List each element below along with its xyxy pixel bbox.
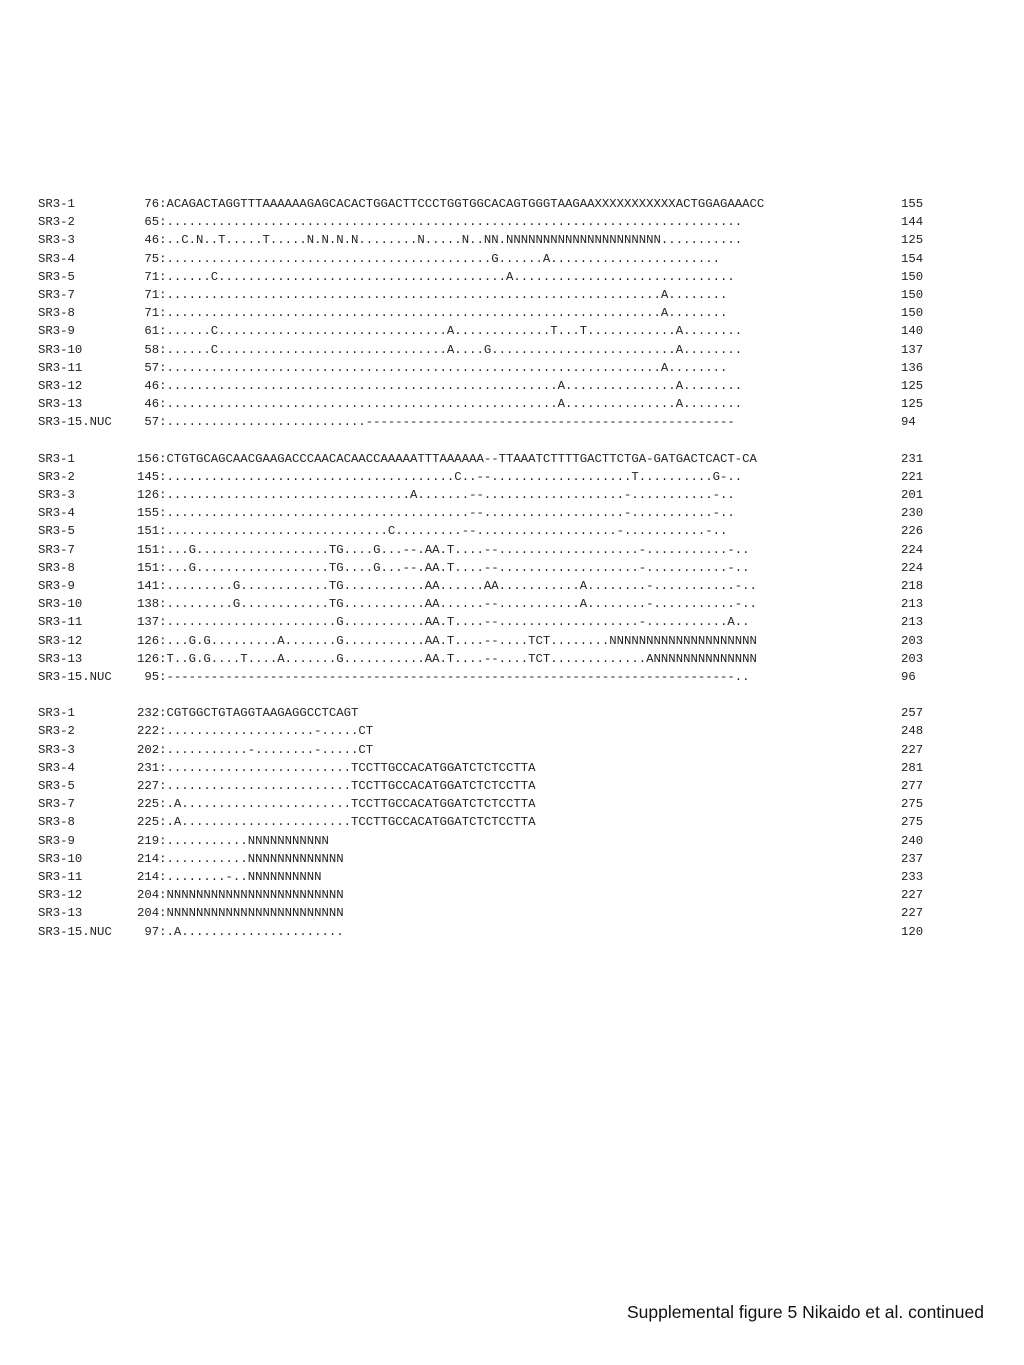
sequence-name: SR3-8	[38, 306, 75, 321]
sequence-name: SR3-4	[38, 506, 75, 521]
sequence-text: 126:...G.G.........A.......G...........AA.T....--....TCT........NNNNNNNNNNNNNNNNNNNN	[137, 633, 757, 648]
sequence-text: 46:..C.N..T.....T.....N.N.N.N........N.....N..NN.NNNNNNNNNNNNNNNNNNNNN...........	[137, 233, 743, 248]
sequence-text: 58:......C...............................A....G.........................A........	[137, 342, 743, 357]
sequence-end-position: 257	[901, 706, 924, 721]
sequence-text: 151:...G..................TG....G...--.AA.T....--...................-...........-..	[137, 560, 750, 575]
sequence-text: 97:.A......................	[137, 924, 344, 939]
sequence-end-position: 237	[901, 851, 924, 866]
sequence-text: 204:NNNNNNNNNNNNNNNNNNNNNNNN	[137, 888, 344, 903]
sequence-end-position: 125	[901, 233, 924, 248]
sequence-name: SR3-2	[38, 469, 75, 484]
sequence-end-position: 224	[901, 560, 924, 575]
sequence-name: SR3-3	[38, 742, 75, 757]
sequence-name: SR3-15.NUC	[38, 415, 112, 430]
sequence-end-position: 201	[901, 488, 924, 502]
sequence-name: SR3-1	[38, 706, 75, 721]
sequence-name: SR3-3	[38, 233, 75, 248]
sequence-end-position: 233	[901, 869, 924, 884]
sequence-name: SR3-9	[38, 324, 75, 339]
sequence-name: SR3-10	[38, 342, 83, 357]
figure-caption: Supplemental figure 5 Nikaido et al. continued	[626, 1302, 984, 1322]
sequence-end-position: 275	[901, 815, 924, 830]
sequence-end-position: 227	[901, 888, 924, 903]
sequence-name: SR3-7	[38, 542, 75, 557]
sequence-text: 138:.........G............TG...........AA......--...........A........-...........-..	[137, 597, 757, 612]
sequence-text: 71:...................................................................A........	[137, 306, 728, 321]
sequence-end-position: 137	[901, 342, 924, 357]
sequence-text: 57:...........................--------------------------------------------------	[137, 415, 735, 430]
sequence-name: SR3-1	[38, 197, 75, 211]
sequence-name: SR3-11	[38, 869, 83, 884]
sequence-name: SR3-10	[38, 597, 83, 612]
sequence-end-position: 125	[901, 397, 924, 412]
sequence-end-position: 150	[901, 306, 924, 321]
sequence-text: 204:NNNNNNNNNNNNNNNNNNNNNNNN	[137, 906, 344, 921]
sequence-end-position: 203	[901, 633, 924, 648]
sequence-end-position: 144	[901, 215, 924, 230]
sequence-text: 126:T..G.G....T....A.......G...........AA.T....--....TCT.............ANNNNNNNNNNNNNN	[137, 651, 757, 666]
sequence-text: 225:.A.......................TCCTTGCCACATGGATCTCTCCTTA	[137, 815, 536, 830]
sequence-name: SR3-5	[38, 524, 75, 539]
sequence-end-position: 248	[901, 724, 924, 739]
sequence-name: SR3-2	[38, 215, 75, 230]
sequence-end-position: 240	[901, 833, 924, 848]
sequence-end-position: 218	[901, 578, 924, 593]
sequence-name: SR3-11	[38, 615, 83, 630]
sequence-text: 137:.......................G...........AA.T....--...................-...........A..	[137, 615, 750, 630]
sequence-name: SR3-15.NUC	[38, 669, 112, 684]
sequence-end-position: 221	[901, 469, 924, 484]
sequence-name: SR3-13	[38, 906, 83, 921]
sequence-text: 71:......C.......................................A..............................	[137, 269, 735, 284]
sequence-text: 65:..............................................................................	[137, 215, 743, 230]
sequence-end-position: 96	[901, 669, 916, 684]
sequence-name: SR3-9	[38, 578, 75, 593]
sequence-text: 225:.A.......................TCCTTGCCACATGGATCTCTCCTTA	[137, 797, 536, 812]
sequence-name: SR3-9	[38, 833, 75, 848]
sequence-name: SR3-4	[38, 251, 75, 266]
sequence-end-position: 275	[901, 797, 924, 812]
sequence-end-position: 226	[901, 524, 924, 539]
sequence-text: 156:CTGTGCAGCAACGAAGACCCAACACAACCAAAAATTTAAAAAA--TTAAATCTTTTGACTTCTGA-GATGACTCACT-CA	[137, 451, 757, 466]
sequence-text: 232:CGTGGCTGTAGGTAAGAGGCCTCAGT	[137, 706, 359, 721]
sequence-text: 231:.........................TCCTTGCCACATGGATCTCTCCTTA	[137, 760, 536, 775]
sequence-end-position: 125	[901, 378, 924, 393]
sequence-end-position: 150	[901, 287, 924, 302]
sequence-text: 141:.........G............TG...........AA......AA...........A........-...........-..	[137, 578, 757, 593]
sequence-name: SR3-10	[38, 851, 83, 866]
sequence-text: 214:........-..NNNNNNNNNN	[137, 869, 322, 884]
sequence-end-position: 231	[901, 451, 924, 466]
sequence-name: SR3-5	[38, 269, 75, 284]
sequence-text: 95:-----------------------------------------------------------------------------..	[137, 669, 750, 684]
sequence-text: 57:...................................................................A........	[137, 360, 728, 375]
sequence-name: SR3-12	[38, 633, 83, 648]
sequence-end-position: 140	[901, 324, 924, 339]
sequence-name: SR3-1	[38, 451, 75, 466]
sequence-text: 61:......C...............................A.............T...T............A........	[137, 324, 743, 339]
sequence-name: SR3-11	[38, 360, 83, 375]
sequence-end-position: 94	[901, 415, 916, 430]
sequence-text: 155:.........................................--...................-...........-..	[137, 506, 735, 521]
sequence-text: 219:...........NNNNNNNNNNN	[137, 833, 329, 848]
sequence-text: 75:............................................G......A.......................	[137, 251, 720, 266]
sequence-name: SR3-2	[38, 724, 75, 739]
sequence-end-position: 203	[901, 651, 924, 666]
sequence-text: 46:.....................................................A...............A........	[137, 397, 743, 412]
sequence-name: SR3-3	[38, 488, 75, 502]
sequence-name: SR3-5	[38, 779, 75, 793]
sequence-text: 227:.........................TCCTTGCCACATGGATCTCTCCTTA	[137, 779, 536, 793]
sequence-end-position: 150	[901, 269, 924, 284]
sequence-text: 76:ACAGACTAGGTTTAAAAAAGAGCACACTGGACTTCCCTGGTGGCACAGTGGGTAAGAAXXXXXXXXXXXACTGGAGAAACC	[137, 197, 765, 211]
sequence-end-position: 281	[901, 760, 924, 775]
sequence-end-position: 224	[901, 542, 924, 557]
sequence-text: 222:....................-.....CT	[137, 724, 374, 739]
sequence-name: SR3-8	[38, 815, 75, 830]
sequence-text: 151:...G..................TG....G...--.AA.T....--...................-...........-..	[137, 542, 750, 557]
sequence-name: SR3-8	[38, 560, 75, 575]
sequence-text: 202:...........-........-.....CT	[137, 742, 374, 757]
sequence-text: 126:.................................A.......--...................-...........-..	[137, 488, 735, 502]
sequence-text: 46:.....................................................A...............A........	[137, 378, 743, 393]
sequence-end-position: 136	[901, 360, 924, 375]
sequence-end-position: 213	[901, 615, 924, 630]
sequence-end-position: 213	[901, 597, 924, 612]
sequence-end-position: 230	[901, 506, 924, 521]
sequence-name: SR3-15.NUC	[38, 924, 112, 939]
sequence-text: 151:..............................C.........--...................-...........-..	[137, 524, 728, 539]
sequence-end-position: 277	[901, 779, 924, 793]
sequence-name: SR3-4	[38, 760, 75, 775]
sequence-name: SR3-7	[38, 797, 75, 812]
sequence-text: 71:...................................................................A........	[137, 287, 728, 302]
sequence-end-position: 154	[901, 251, 924, 266]
sequence-end-position: 155	[901, 197, 924, 211]
sequence-text: 214:...........NNNNNNNNNNNNN	[137, 851, 344, 866]
sequence-end-position: 120	[901, 924, 924, 939]
sequence-end-position: 227	[901, 742, 924, 757]
sequence-name: SR3-13	[38, 397, 83, 412]
sequence-name: SR3-12	[38, 888, 83, 903]
sequence-name: SR3-13	[38, 651, 83, 666]
sequence-end-position: 227	[901, 906, 924, 921]
sequence-name: SR3-7	[38, 287, 75, 302]
sequence-name: SR3-12	[38, 378, 83, 393]
sequence-text: 145:.......................................C..--...................T..........G-..	[137, 469, 743, 484]
